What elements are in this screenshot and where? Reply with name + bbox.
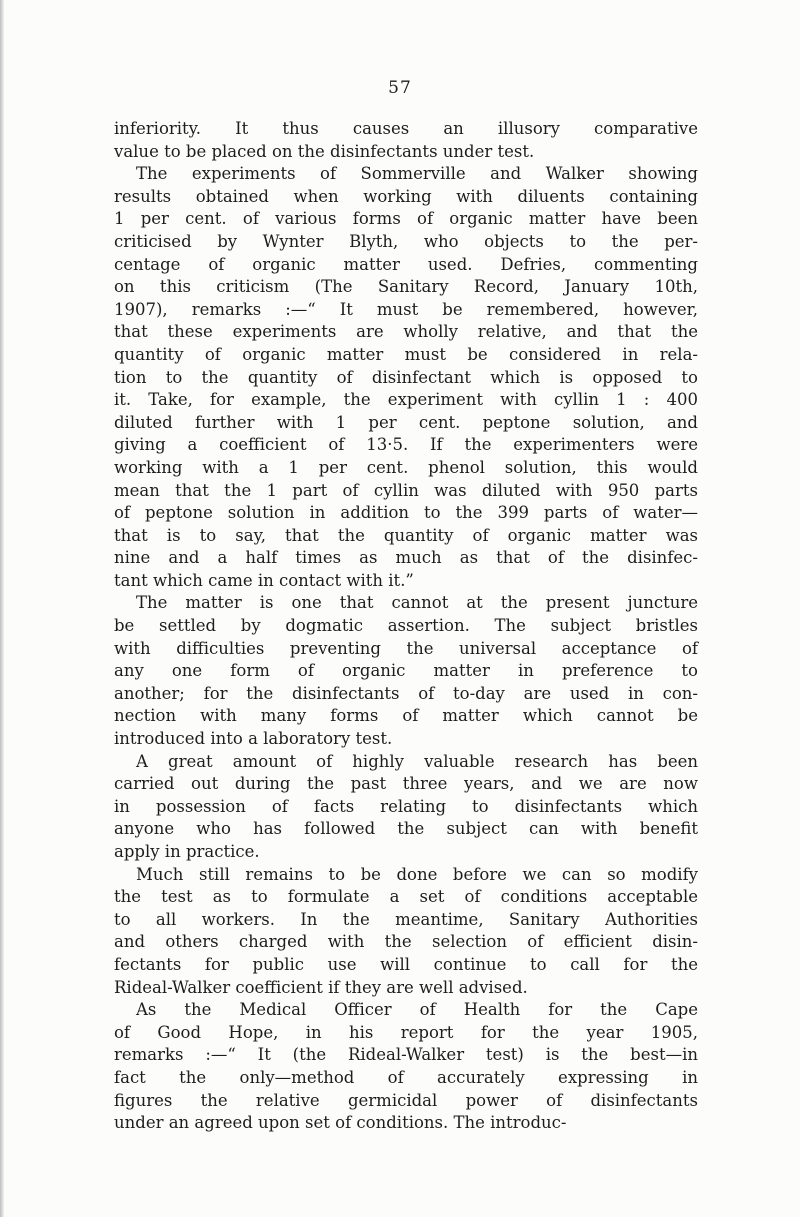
text-line: the test as to formulate a set of conditions acceptable [114,887,698,907]
text-line: Rideal-Walker coefficient if they are well advised. [114,977,528,997]
text-line: 1907), remarks :—“ It must be remembered, however, [114,299,698,319]
text-line: that is to say, that the quantity of organic matter was [114,525,698,545]
text-line: with difficulties preventing the universal acceptance of [114,638,698,658]
text-line: The experiments of Sommerville and Walker showing [136,164,698,184]
text-line: Much still remains to be done before we can so modify [136,864,698,884]
text-line: another; for the disinfectants of to-day are used in con- [114,683,698,703]
text-line: tion to the quantity of disinfectant which is opposed to [114,367,698,387]
text-line: figures the relative germicidal power of disinfectants [114,1090,698,1110]
text-line: The matter is one that cannot at the present juncture [136,593,698,613]
text-line: introduced into a laboratory test. [114,729,393,749]
page-binding-edge [0,0,4,1217]
text-line: working with a 1 per cent. phenol solution, this would [114,457,698,477]
text-line: apply in practice. [114,842,260,861]
text-line: As the Medical Officer of Health for the Cape [136,1000,698,1020]
text-line: fectants for public use will continue to call for the [114,954,698,974]
text-line: centage of organic matter used. Defries, commenting [114,254,698,274]
text-line: giving a coefficient of 13·5. If the experimenters were [114,435,698,455]
text-line: mean that the 1 part of cyllin was diluted with 950 parts [114,480,698,500]
text-line: any one form of organic matter in preference to [114,661,698,681]
text-line: results obtained when working with diluents containing [114,186,698,206]
text-line: remarks :—“ It (the Rideal-Walker test) is the best—in [114,1045,698,1065]
text-line: fact the only—method of accurately expressing in [114,1067,698,1087]
text-line: quantity of organic matter must be considered in rela- [114,344,698,364]
text-line: it. Take, for example, the experiment with cyllin 1 : 400 [114,390,698,410]
text-line: of peptone solution in addition to the 399 parts of water— [114,503,698,523]
text-line: inferiority. It thus causes an illusory comparative [114,119,698,138]
text-line: in possession of facts relating to disinfectants which [114,796,698,816]
text-line: anyone who has followed the subject can with benefit [114,819,698,839]
text-line: of Good Hope, in his report for the year 1905, [114,1022,698,1042]
text-line: be settled by dogmatic assertion. The subject bristles [114,616,698,636]
text-line: carried out during the past three years, and we are now [114,774,698,794]
body-text [114,118,698,1135]
text-line: to all workers. In the meantime, Sanitary Authorities [114,909,698,929]
text-line: tant which came in contact with it.” [114,570,414,590]
text-line: 1 per cent. of various forms of organic matter have been [114,209,698,229]
text-line: that these experiments are wholly relative, and that the [114,322,698,342]
text-line: A great amount of highly valuable research has been [136,751,698,771]
text-line: nine and a half times as much as that of the disinfec- [114,548,698,568]
text-line: under an agreed upon set of conditions. The introduc- [114,1113,567,1133]
text-line: criticised by Wynter Blyth, who objects to the per- [114,231,698,251]
text-line: and others charged with the selection of efficient disin- [114,932,698,952]
text-line: nection with many forms of matter which cannot be [114,706,698,726]
text-line: on this criticism (The Sanitary Record, January 10th, [114,277,698,297]
text-line: diluted further with 1 per cent. peptone solution, and [114,412,698,432]
page-number: 57 [388,78,412,98]
text-line: value to be placed on the disinfectants under test. [114,141,535,161]
